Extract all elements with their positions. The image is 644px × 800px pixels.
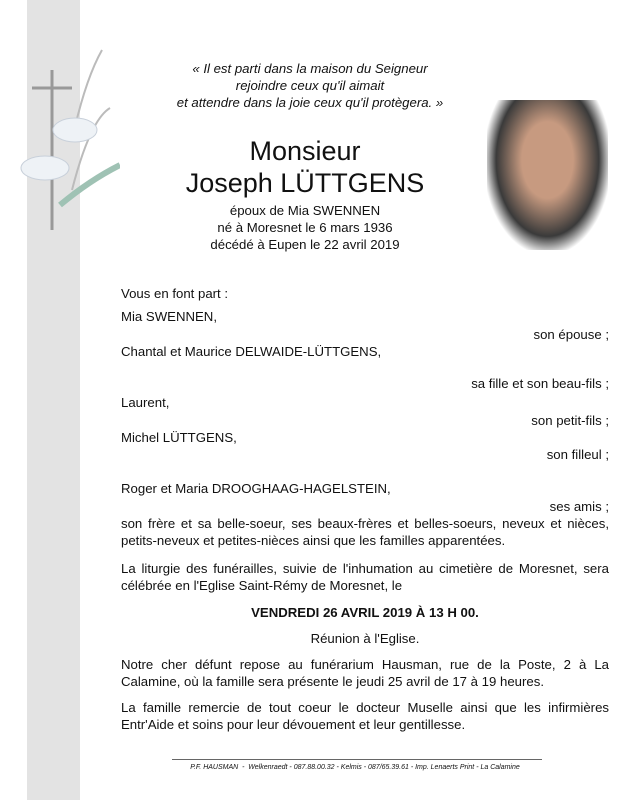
quote-line: et attendre dans la joie ceux qu'il protègera. » xyxy=(176,95,444,110)
birth: né à Moresnet le 6 mars 1936 xyxy=(217,220,393,235)
title: Monsieur xyxy=(249,136,361,166)
family-relation: son filleul ; xyxy=(546,447,609,462)
funeral-date: VENDREDI 26 AVRIL 2019 À 13 H 00. xyxy=(251,605,479,620)
meeting: Réunion à l'Eglise. xyxy=(310,631,420,646)
family-name: Roger et Maria DROOGHAAG-HAGELSTEIN, xyxy=(121,481,391,496)
other-relatives: son frère et sa belle-soeur, ses beaux-frères et belles-soeurs, neveux et nièces, petits-neveux et petites-nièces ainsi que les familles apparentées. xyxy=(121,516,609,548)
thanks: La famille remercie de tout coeur le docteur Muselle ainsi que les infirmières Entr'Aide et soins pour leur dévouement et leur gentillesse. xyxy=(121,700,609,732)
footer: P.F. HAUSMAN - Welkenraedt - 087.88.00.32 - Kelmis - 087/65.39.61 - Imp. Lenaerts Print - La Calamine xyxy=(190,764,520,771)
deceased-name: Joseph LÜTTGENS xyxy=(185,168,425,198)
family-name: Chantal et Maurice DELWAIDE-LÜTTGENS, xyxy=(121,344,382,359)
family-relation: son petit-fils ; xyxy=(531,413,609,428)
quote-line: « Il est parti dans la maison du Seigneur xyxy=(192,61,428,76)
spouse: époux de Mia SWENNEN xyxy=(229,203,381,218)
family-relation: son épouse ; xyxy=(533,327,609,342)
family-relation: ses amis ; xyxy=(549,499,609,514)
family-relation: sa fille et son beau-fils ; xyxy=(471,376,609,391)
body xyxy=(121,0,609,740)
family-name: Michel LÜTTGENS, xyxy=(121,430,237,445)
family-name: Mia SWENNEN, xyxy=(121,309,217,324)
death: décédé à Eupen le 22 avril 2019 xyxy=(210,237,400,252)
footer-divider xyxy=(172,759,542,760)
quote-line: rejoindre ceux qu'il aimait xyxy=(235,78,385,93)
family-name: Laurent, xyxy=(121,395,170,410)
liturgy: La liturgie des funérailles, suivie de l'inhumation au cimetière de Moresnet, sera célébrée en l'Eglise Saint-Rémy de Moresnet, le xyxy=(121,561,609,593)
intro: Vous en font part : xyxy=(121,286,229,301)
cross-lily-decoration xyxy=(10,40,120,240)
rest-info: Notre cher défunt repose au funérarium Hausman, rue de la Poste, 2 à La Calamine, où la famille sera présente le jeudi 25 avril de 17 à 19 heures. xyxy=(121,657,609,689)
